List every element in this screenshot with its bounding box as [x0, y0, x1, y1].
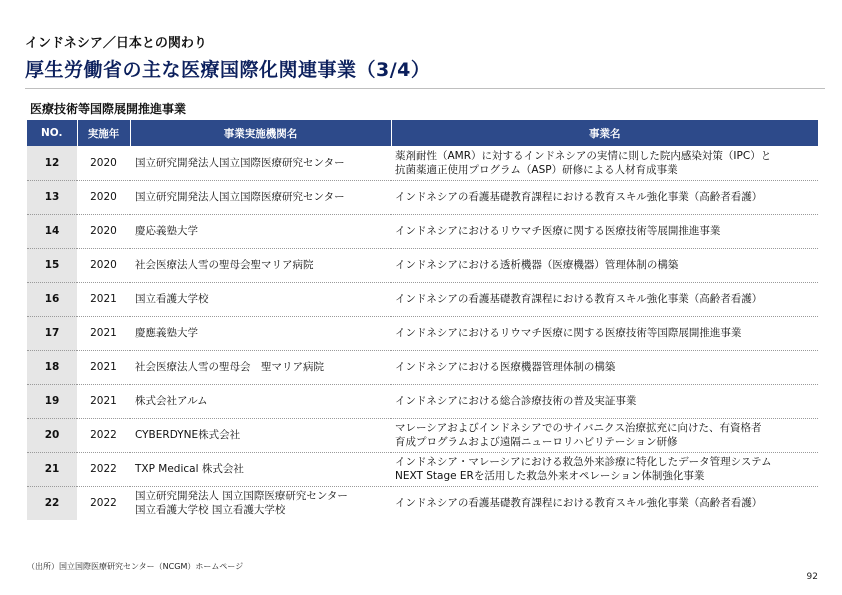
- organization-name: [130, 452, 391, 486]
- organization-name: [130, 248, 391, 282]
- project-line: インドネシアにおけるリウマチ医療に関する医療技術等展開推進事業: [395, 225, 721, 237]
- implementation-year: 2021: [77, 316, 130, 350]
- section-heading: 医療技術等国際展開推進事業: [30, 102, 187, 116]
- row-number: 16: [27, 282, 77, 316]
- organization-name: [130, 486, 391, 520]
- table-header-row: [27, 120, 818, 146]
- project-line: インドネシア・マレーシアにおける救急外来診療に特化したデータ管理システム: [395, 456, 772, 468]
- organization-name: [130, 316, 391, 350]
- table-row: [27, 384, 818, 418]
- row-number: 21: [27, 452, 77, 486]
- table-row: [27, 282, 818, 316]
- project-line: マレーシアおよびインドネシアでのサイバニクス治療拡充に向けた、有資格者: [395, 422, 762, 434]
- project-line: 薬剤耐性（AMR）に対するインドネシアの実情に則した院内感染対策（IPC）と: [395, 149, 772, 162]
- column-header-organization: 事業実施機関名: [130, 120, 391, 146]
- implementation-year: 2021: [77, 282, 130, 316]
- row-number: 13: [27, 180, 77, 214]
- project-line: NEXT Stage ERを活用した救急外来オペレーション体制強化事業: [395, 470, 705, 482]
- column-header-year: 実施年: [77, 120, 130, 146]
- table-row: [27, 146, 818, 180]
- organization-name: [130, 350, 391, 384]
- table-row: [27, 452, 818, 486]
- table-row: [27, 418, 818, 452]
- organization-name: [130, 384, 391, 418]
- implementation-year: 2021: [77, 384, 130, 418]
- organization-line: 国立研究開発法人国立国際医療研究センター: [135, 191, 345, 203]
- page-title: 厚生労働省の主な医療国際化関連事業（3/4）: [25, 59, 431, 81]
- organization-name: [130, 282, 391, 316]
- table-row: [27, 316, 818, 350]
- project-name: [391, 214, 818, 248]
- table-row: [27, 248, 818, 282]
- organization-name: [130, 180, 391, 214]
- implementation-year: 2020: [77, 180, 130, 214]
- project-name: [391, 248, 818, 282]
- row-number: 22: [27, 486, 77, 520]
- project-name: [391, 282, 818, 316]
- project-line: インドネシアにおける医療機器管理体制の構築: [395, 361, 616, 373]
- column-header-project: 事業名: [391, 120, 818, 146]
- organization-line: 社会医療法人雪の聖母会聖マリア病院: [135, 259, 314, 271]
- table-row: [27, 486, 818, 520]
- project-line: インドネシアにおける透析機器（医療機器）管理体制の構築: [395, 259, 679, 271]
- row-number: 12: [27, 146, 77, 180]
- implementation-year: 2022: [90, 497, 117, 510]
- table-row: [27, 180, 818, 214]
- table-row: [27, 350, 818, 384]
- implementation-year: 2022: [77, 452, 130, 486]
- row-number: 15: [27, 248, 77, 282]
- table-row: [27, 214, 818, 248]
- organization-line: 国立看護大学校: [135, 293, 209, 305]
- organization-name: [130, 214, 391, 248]
- row-number: 14: [27, 214, 77, 248]
- project-line: インドネシアの看護基礎教育課程における教育スキル強化事業（高齢者看護）: [395, 497, 763, 510]
- project-table: [27, 120, 818, 520]
- project-name: [391, 384, 818, 418]
- project-line: インドネシアの看護基礎教育課程における教育スキル強化事業（高齢者看護）: [395, 293, 763, 305]
- project-line: インドネシアにおけるリウマチ医療に関する医療技術等国際展開推進事業: [395, 327, 742, 339]
- organization-line: 慶応義塾大学: [135, 225, 198, 237]
- implementation-year: 2022: [77, 418, 130, 452]
- row-number: 19: [27, 384, 77, 418]
- project-name: [391, 316, 818, 350]
- row-number: 18: [27, 350, 77, 384]
- implementation-year: 2021: [77, 350, 130, 384]
- project-name: [391, 418, 818, 452]
- organization-line: 国立研究開発法人国立国際医療研究センター: [135, 156, 345, 169]
- page-number: 92: [806, 572, 818, 582]
- organization-line: 株式会社アルム: [135, 395, 208, 407]
- implementation-year: 2020: [77, 146, 130, 180]
- column-header-no: NO.: [27, 120, 77, 146]
- source-note: （出所）国立国際医療研究センター（NCGM）ホームページ: [27, 562, 244, 571]
- table-body: [27, 146, 818, 520]
- project-name: [391, 486, 818, 520]
- project-name: [391, 146, 818, 180]
- implementation-year: 2020: [77, 214, 130, 248]
- organization-line: 社会医療法人雪の聖母会 聖マリア病院: [135, 361, 324, 373]
- project-name: [391, 350, 818, 384]
- project-name: [391, 452, 818, 486]
- breadcrumb: インドネシア／日本との関わり: [25, 36, 207, 51]
- title-divider: [25, 88, 825, 89]
- organization-line: 国立研究開発法人 国立国際医療研究センター: [135, 490, 348, 503]
- organization-name: [130, 146, 391, 180]
- project-line: 抗菌薬適正使用プログラム（ASP）研修による人材育成事業: [395, 163, 678, 176]
- implementation-year: 2020: [77, 248, 130, 282]
- project-line: 育成プログラムおよび遠隔ニューロリハビリテーション研修: [395, 436, 678, 448]
- organization-name: [130, 418, 391, 452]
- project-line: インドネシアの看護基礎教育課程における教育スキル強化事業（高齢者看護）: [395, 191, 763, 203]
- row-number: 20: [27, 418, 77, 452]
- row-number: 17: [27, 316, 77, 350]
- organization-line: 慶應義塾大学: [135, 327, 198, 339]
- organization-line: TXP Medical 株式会社: [135, 463, 244, 475]
- organization-line: 国立看護大学校 国立看護大学校: [135, 504, 286, 517]
- project-name: [391, 180, 818, 214]
- organization-line: CYBERDYNE株式会社: [135, 429, 241, 441]
- project-line: インドネシアにおける総合診療技術の普及実証事業: [395, 395, 637, 407]
